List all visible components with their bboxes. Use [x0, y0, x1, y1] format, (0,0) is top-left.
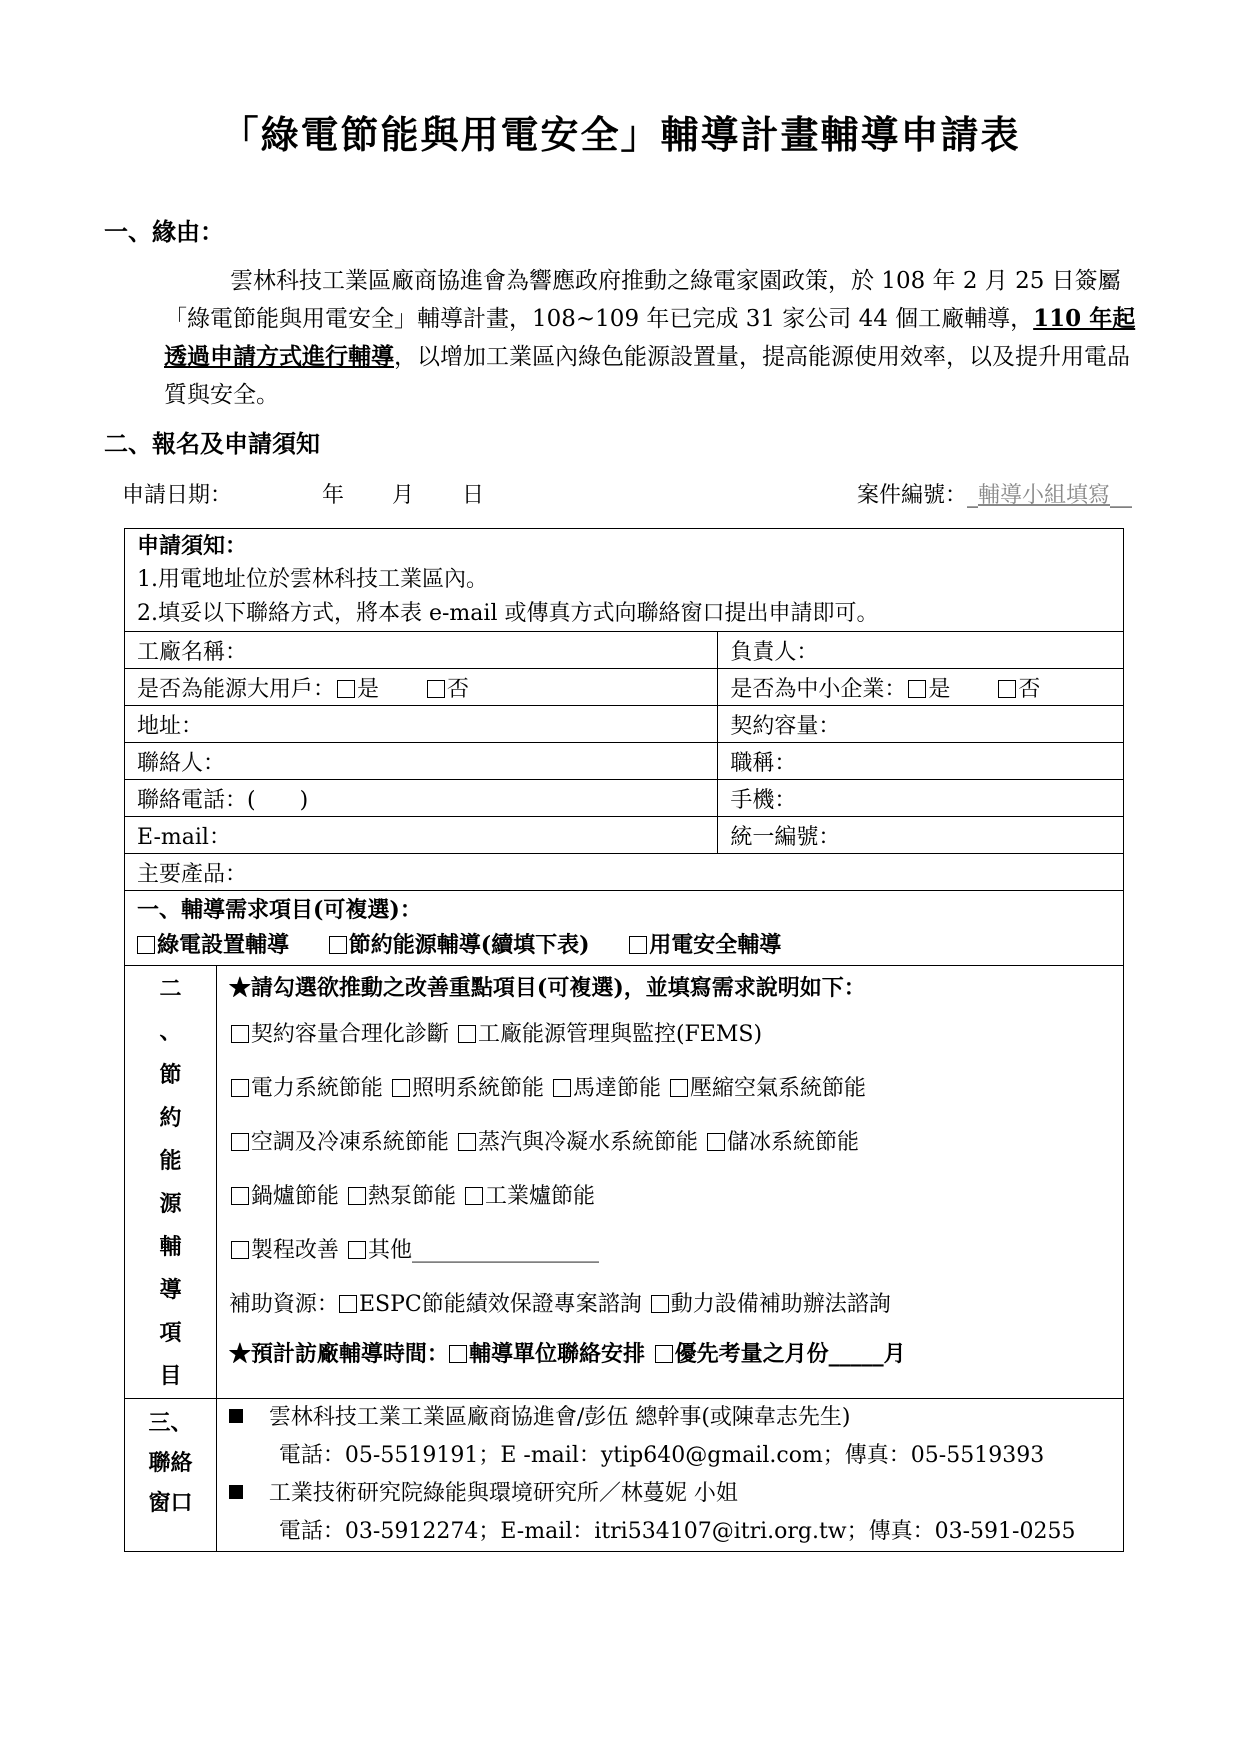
sme-no-label: 否: [1018, 676, 1041, 702]
contact-2-name: 工業技術研究院綠能與環境研究所／林蔓妮 小姐: [268, 1481, 738, 1506]
option-checkbox[interactable]: [231, 1133, 249, 1151]
energy-label-char: 二: [159, 976, 182, 1002]
option-label: 鍋爐節能: [250, 1184, 339, 1209]
energy-user-yes-checkbox[interactable]: [337, 680, 355, 698]
reason-text-before: 雲林科技工業區廠商協進會為響應政府推動之綠電家園政策，於 108 年 2 月 25 日簽屬「綠電節能與用電安全」輔導計畫，108~109 年已完成 31 家公司 44 個工廠輔導，: [164, 268, 1121, 332]
mobile-field[interactable]: 手機：: [718, 780, 1124, 817]
option-label: 空調及冷凍系統節能: [250, 1130, 449, 1155]
products-field[interactable]: 主要產品：: [125, 854, 1124, 891]
contact-person-field[interactable]: 聯絡人：: [125, 743, 718, 780]
option-checkbox[interactable]: [348, 1241, 366, 1259]
bullet-square-icon: [229, 1409, 243, 1423]
energy-label-char: 節: [159, 1062, 182, 1088]
needs-heading: 一、輔導需求項目(可複選)：: [137, 897, 422, 923]
green-power-label: 綠電設置輔導: [157, 932, 290, 958]
factory-name-field[interactable]: 工廠名稱：: [125, 632, 718, 669]
form-title: 「綠電節能與用電安全」輔導計畫輔導申請表: [220, 112, 1021, 157]
energy-section-body: [216, 966, 1123, 1399]
contact-2-info: 電話：03-5912274；E-mail：itri534107@itri.org.tw；傳真：03-591-0255: [278, 1519, 1076, 1544]
job-title-field[interactable]: 職稱：: [718, 743, 1124, 780]
option-label: 工廠能源管理與監控(FEMS): [477, 1022, 763, 1047]
energy-label-char: 約: [159, 1105, 182, 1131]
energy-user-no-checkbox[interactable]: [427, 680, 445, 698]
reason-text-after: ，以增加工業區內綠色能源設置量，提高能源使用效率，以及提升用電品質與安全。: [164, 344, 1130, 408]
energy-row-5: [229, 1224, 1111, 1278]
option-label: 其他: [367, 1238, 412, 1263]
energy-row-3: [229, 1116, 1111, 1170]
energy-row-2: [229, 1062, 1111, 1116]
option-checkbox[interactable]: [670, 1079, 688, 1097]
month-checkbox[interactable]: [655, 1345, 673, 1363]
option-label: 馬達節能: [572, 1076, 661, 1101]
option-label: 熱泵節能: [367, 1184, 456, 1209]
option-label: 壓縮空氣系統節能: [689, 1076, 866, 1101]
application-year: 年: [322, 483, 345, 508]
energy-header: ★請勾選欲推動之改善重點項目(可複選)，並填寫需求說明如下：: [228, 975, 866, 1001]
contact-label-line: 三、: [148, 1410, 193, 1436]
option-checkbox[interactable]: [707, 1133, 725, 1151]
case-number: [857, 478, 1132, 509]
application-form-table: [124, 528, 1124, 1552]
resource-row: [229, 1278, 1111, 1332]
visit-row: [229, 1332, 1111, 1376]
energy-row-4: [229, 1170, 1111, 1224]
option-label: 電力系統節能: [250, 1076, 383, 1101]
notice-cell: [125, 529, 1124, 632]
energy-user-field: [125, 669, 718, 706]
notice-item-1: 1.用電地址位於雲林科技工業區內。: [137, 567, 488, 592]
tax-id-field[interactable]: 統一編號：: [718, 817, 1124, 854]
option-checkbox[interactable]: [348, 1187, 366, 1205]
phone-field[interactable]: 聯絡電話：( ): [125, 780, 718, 817]
address-field[interactable]: 地址：: [125, 706, 718, 743]
option-checkbox[interactable]: [231, 1241, 249, 1259]
application-month: 月: [392, 483, 415, 508]
sme-yes-label: 是: [928, 676, 951, 702]
contract-capacity-field[interactable]: 契約容量：: [718, 706, 1124, 743]
option-checkbox[interactable]: [392, 1079, 410, 1097]
application-date-label: 申請日期：: [122, 483, 233, 508]
section-heading-reason: 一、緣由：: [104, 217, 224, 246]
month-blank[interactable]: _____: [828, 1341, 884, 1367]
contact-label-line: 聯絡: [148, 1450, 193, 1476]
arrange-label: 輔導單位聯絡安排: [468, 1341, 645, 1367]
sme-no-checkbox[interactable]: [998, 680, 1016, 698]
option-checkbox[interactable]: [553, 1079, 571, 1097]
energy-user-yes-label: 是: [357, 676, 380, 702]
month-label: 優先考量之月份: [674, 1341, 829, 1367]
visit-label: ★預計訪廠輔導時間：: [228, 1341, 449, 1367]
option-checkbox[interactable]: [465, 1187, 483, 1205]
energy-saving-checkbox[interactable]: [329, 936, 347, 954]
option-label: 工業爐節能: [484, 1184, 595, 1209]
option-label: 照明系統節能: [411, 1076, 544, 1101]
energy-section-label: [125, 966, 217, 1399]
needs-cell: [125, 891, 1124, 966]
contact-section-body: [216, 1399, 1123, 1552]
energy-label-char: 輔: [159, 1234, 182, 1260]
bullet-square-icon: [229, 1485, 243, 1499]
resource-label: 補助資源：: [228, 1292, 339, 1317]
sme-field: [718, 669, 1124, 706]
contact-1-info: 電話：05-5519191；E -mail：ytip640@gmail.com；傳真：05-5519393: [278, 1443, 1045, 1468]
notice-item-2: 2.填妥以下聯絡方式，將本表 e-mail 或傳真方式向聯絡窗口提出申請即可。: [137, 601, 879, 626]
application-day: 日: [462, 483, 485, 508]
option-label: 蒸汽與冷凝水系統節能: [477, 1130, 698, 1155]
green-power-checkbox[interactable]: [137, 936, 155, 954]
energy-label-char: 、: [159, 1019, 182, 1045]
subsidy-label: 動力設備補助辦法諮詢: [670, 1292, 891, 1317]
option-label: 製程改善: [250, 1238, 339, 1263]
energy-saving-label: 節約能源輔導(續填下表): [348, 932, 590, 958]
case-number-placeholder: 輔導小組填寫: [977, 483, 1110, 508]
energy-label-char: 目: [159, 1363, 182, 1389]
subsidy-checkbox[interactable]: [651, 1295, 669, 1313]
energy-row-1: [229, 1008, 1111, 1062]
contact-section-label: [125, 1399, 217, 1552]
email-field[interactable]: E-mail：: [125, 817, 718, 854]
option-checkbox[interactable]: [458, 1133, 476, 1151]
option-checkbox[interactable]: [231, 1025, 249, 1043]
arrange-checkbox[interactable]: [449, 1345, 467, 1363]
case-number-tail: __: [1110, 483, 1132, 508]
reason-paragraph: [164, 262, 1144, 414]
reason-text-bold: 110 年起透過申請方式進行輔導: [164, 305, 1136, 370]
energy-label-char: 能: [159, 1148, 182, 1174]
sme-label: 是否為中小企業：: [730, 676, 907, 702]
electrical-safety-checkbox[interactable]: [629, 936, 647, 954]
energy-label-char: 源: [159, 1191, 182, 1217]
contact-1-name: 雲林科技工業工業區廠商協進會/彭伍 總幹事(或陳韋志先生): [268, 1405, 851, 1430]
option-label: 儲冰系統節能: [726, 1130, 859, 1155]
espc-label: ESPC節能績效保證專案諮詢: [358, 1292, 642, 1317]
option-checkbox[interactable]: [231, 1187, 249, 1205]
espc-checkbox[interactable]: [339, 1295, 357, 1313]
case-number-label: 案件編號：_: [856, 483, 978, 508]
energy-user-no-label: 否: [447, 676, 470, 702]
notice-heading: 申請須知：: [137, 533, 248, 559]
energy-label-char: 導: [159, 1277, 182, 1303]
energy-user-label: 是否為能源大用戶：: [137, 676, 336, 702]
option-label: 契約容量合理化診斷: [250, 1022, 449, 1047]
energy-label-char: 項: [159, 1320, 182, 1346]
contact-label-line: 窗口: [148, 1490, 193, 1516]
option-checkbox[interactable]: [231, 1079, 249, 1097]
section-heading-application: 二、報名及申請須知: [104, 429, 320, 458]
other-blank[interactable]: _________________: [411, 1238, 599, 1263]
electrical-safety-label: 用電安全輔導: [649, 932, 782, 958]
needs-options: [137, 927, 1111, 963]
month-unit: 月: [883, 1341, 906, 1367]
sme-yes-checkbox[interactable]: [908, 680, 926, 698]
owner-field[interactable]: 負責人：: [718, 632, 1124, 669]
option-checkbox[interactable]: [458, 1025, 476, 1043]
